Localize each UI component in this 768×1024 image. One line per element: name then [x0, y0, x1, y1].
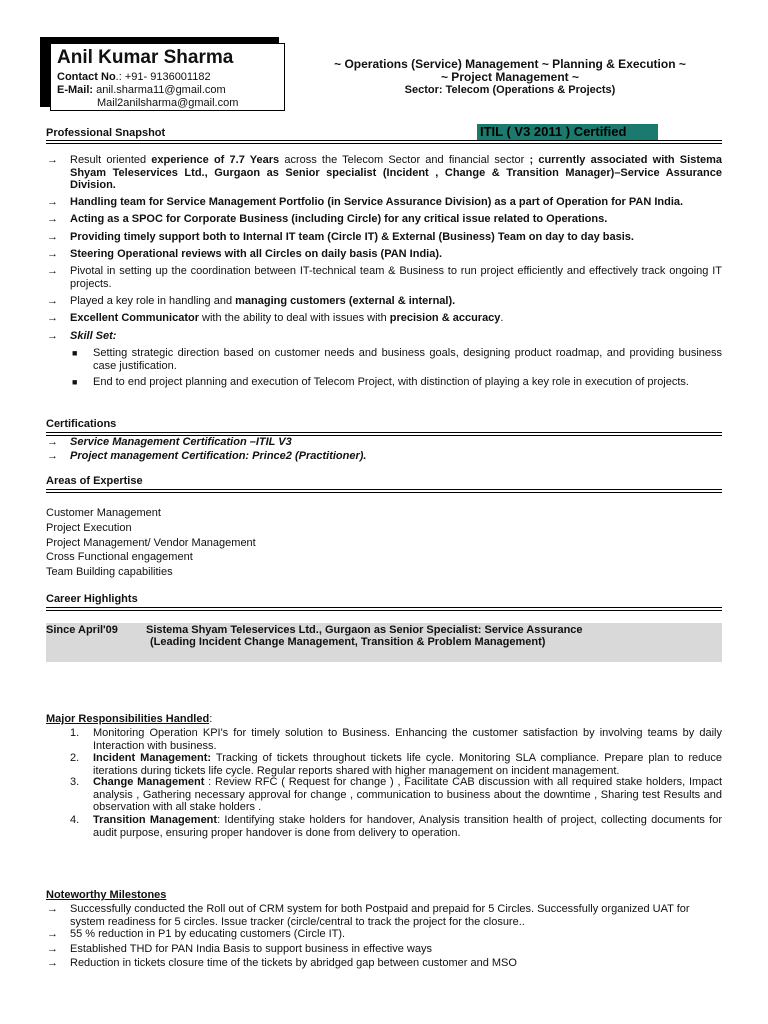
expertise-rule	[46, 489, 722, 493]
resp-item-4	[93, 814, 722, 839]
bullet-arrow: →	[47, 436, 58, 448]
bullet-arrow: →	[47, 943, 58, 955]
bullet-arrow: →	[47, 928, 58, 940]
expertise-item: Project Management/ Vendor Management	[46, 537, 256, 549]
bullet-arrow: →	[47, 450, 58, 462]
resp-item-1	[93, 727, 722, 752]
resp-item-2	[93, 752, 722, 777]
resp-text: : Identifying stake holders for handover, Analysis transition health of project, collecting documents for audit purpose, ensuring proper handover is done from delivery to operation.	[93, 814, 722, 839]
contact-label: Contact No	[57, 71, 116, 83]
resp-text: Tracking of tickets throughout tickets life cycle. Monitoring SLA compliance. Prepare plan to reduce iterations during tickets life cycle. Regular reports shared with higher management on incident management.	[93, 752, 722, 777]
bullet-arrow: →	[47, 265, 58, 277]
tagline-1: ~ Operations (Service) Management ~ Planning & Execution ~	[334, 57, 686, 71]
itil-badge: ITIL ( V3 2011 ) Certified	[477, 124, 658, 140]
resp-text: Monitoring Operation KPI's for timely solution to Business. Enhancing the customer satisfaction by involving teams by daily Interaction with business.	[93, 727, 722, 752]
email-primary[interactable]: anil.sharma11@gmail.com	[96, 84, 226, 96]
milestone-item: Reduction in tickets closure time of the tickets by abridged gap between customer and MSO	[70, 957, 517, 969]
snapshot-bullet-7	[70, 295, 722, 308]
b8-end: .	[500, 312, 504, 324]
milestones-title: Noteworthy Milestones	[46, 889, 167, 901]
career-since: Since April'09	[46, 624, 118, 636]
snapshot-bullet-6: Pivotal in setting up the coordination between IT-technical team & Business to run project efficiently and effectively track ongoing IT projects.	[70, 265, 722, 290]
milestone-item: Established THD for PAN India Basis to support business in effective ways	[70, 943, 432, 955]
snapshot-bullet-3: Acting as a SPOC for Corporate Business (including Circle) for any critical issue related to Operations.	[70, 213, 608, 225]
expertise-item: Team Building capabilities	[46, 566, 173, 578]
contact-line	[57, 71, 211, 83]
snapshot-bullet-8	[70, 312, 722, 325]
responsibilities-heading: Major Responsibilities Handled	[46, 713, 210, 725]
b8-bold: Excellent Communicator	[70, 312, 199, 324]
b8-text: with the ability to deal with issues with	[198, 312, 390, 324]
bullet-arrow: →	[47, 295, 58, 307]
career-title: Career Highlights	[46, 593, 138, 605]
bullet-arrow: →	[47, 213, 58, 225]
snapshot-title: Professional Snapshot	[46, 127, 166, 139]
bullet-arrow: →	[47, 330, 58, 342]
certification-item: Project management Certification: Prince2 (Practitioner).	[70, 450, 367, 462]
snapshot-rule	[46, 140, 722, 144]
snapshot-bullet-4: Providing timely support both to Internal IT team (Circle IT) & External (Business) Team on day to day basis.	[70, 231, 634, 243]
header-box	[50, 43, 285, 111]
b1-text: Result oriented	[70, 154, 152, 166]
b1-experience: experience of 7.7 Years	[151, 154, 280, 166]
bullet-arrow: →	[47, 903, 58, 915]
snapshot-bullet-5: Steering Operational reviews with all Circles on daily basis (PAN India).	[70, 248, 443, 260]
b7-bold: managing customers (external & internal).	[235, 295, 456, 307]
resp-num: 3.	[70, 776, 80, 788]
milestone-item: Successfully conducted the Roll out of CRM system for both Postpaid and prepaid for 5 Circles. Successfully organized UAT for system readiness for 5 circles. Issue tracker (circle/central to track the project for the closure..	[70, 903, 690, 928]
snapshot-bullet-1	[70, 154, 722, 192]
responsibilities-title	[46, 713, 212, 725]
b8-bold-2: precision & accuracy	[389, 312, 501, 324]
bullet-arrow: →	[47, 248, 58, 260]
square-bullet: ■	[72, 348, 78, 358]
responsibilities-colon: :	[209, 713, 213, 725]
resp-item-3	[93, 776, 722, 814]
contact-value: .: +91- 9136001182	[115, 71, 211, 83]
email-secondary[interactable]: Mail2anilsharma@gmail.com	[97, 97, 239, 109]
skill-set-label: Skill Set:	[70, 330, 117, 342]
milestone-item: 55 % reduction in P1 by educating customers (Circle IT).	[70, 928, 346, 940]
b1-sector: across the Telecom Sector and financial sector	[279, 154, 530, 166]
email-line	[57, 84, 226, 96]
expertise-item: Project Execution	[46, 522, 132, 534]
resp-num: 2.	[70, 752, 80, 764]
skill-1: Setting strategic direction based on customer needs and business goals, designing product roadmap, and providing business case justification.	[93, 347, 722, 372]
career-company: Sistema Shyam Teleservices Ltd., Gurgaon as Senior Specialist: Service Assurance	[146, 624, 583, 636]
resp-lead: Change Management	[93, 776, 205, 788]
b1-current: ; currently associated with Sistema Shyam Teleservices Ltd., Gurgaon as Senior specialist (Incident , Change & Transition Manager)–Service Assurance Division.	[70, 154, 722, 191]
skill-2: End to end project planning and execution of Telecom Project, with distinction of playing a key role in execution of projects.	[93, 376, 689, 388]
email-label: E-Mail:	[57, 84, 94, 96]
career-role: (Leading Incident Change Management, Transition & Problem Management)	[150, 636, 546, 648]
resp-lead: Transition Management	[93, 814, 218, 826]
bullet-arrow: →	[47, 196, 58, 208]
b7-text: Played a key role in handling and	[70, 295, 236, 307]
resp-num: 4.	[70, 814, 80, 826]
certification-item: Service Management Certification –ITIL V3	[70, 436, 292, 448]
sector-line: Sector: Telecom (Operations & Projects)	[404, 84, 616, 96]
certifications-title: Certifications	[46, 418, 117, 430]
square-bullet: ■	[72, 377, 78, 387]
resp-text: : Review RFC ( Request for change ) , Facilitate CAB discussion with all required stake holders, Impact analysis , Gathering necessary approval for change , communication to business about the downtime , Sharing test Results and observation with all stake holders .	[93, 776, 722, 813]
resp-num: 1.	[70, 727, 80, 739]
tagline-2: ~ Project Management ~	[440, 70, 580, 84]
expertise-title: Areas of Expertise	[46, 475, 143, 487]
bullet-arrow: →	[47, 957, 58, 969]
snapshot-bullet-2: Handling team for Service Management Portfolio (in Service Assurance Division) as a part of Operation for PAN India.	[70, 196, 684, 208]
expertise-item: Customer Management	[46, 507, 161, 519]
expertise-item: Cross Functional engagement	[46, 551, 193, 563]
bullet-arrow: →	[47, 154, 58, 166]
resp-lead: Incident Management:	[93, 752, 212, 764]
bullet-arrow: →	[47, 312, 58, 324]
candidate-name: Anil Kumar Sharma	[57, 47, 234, 68]
bullet-arrow: →	[47, 231, 58, 243]
career-rule	[46, 607, 722, 611]
